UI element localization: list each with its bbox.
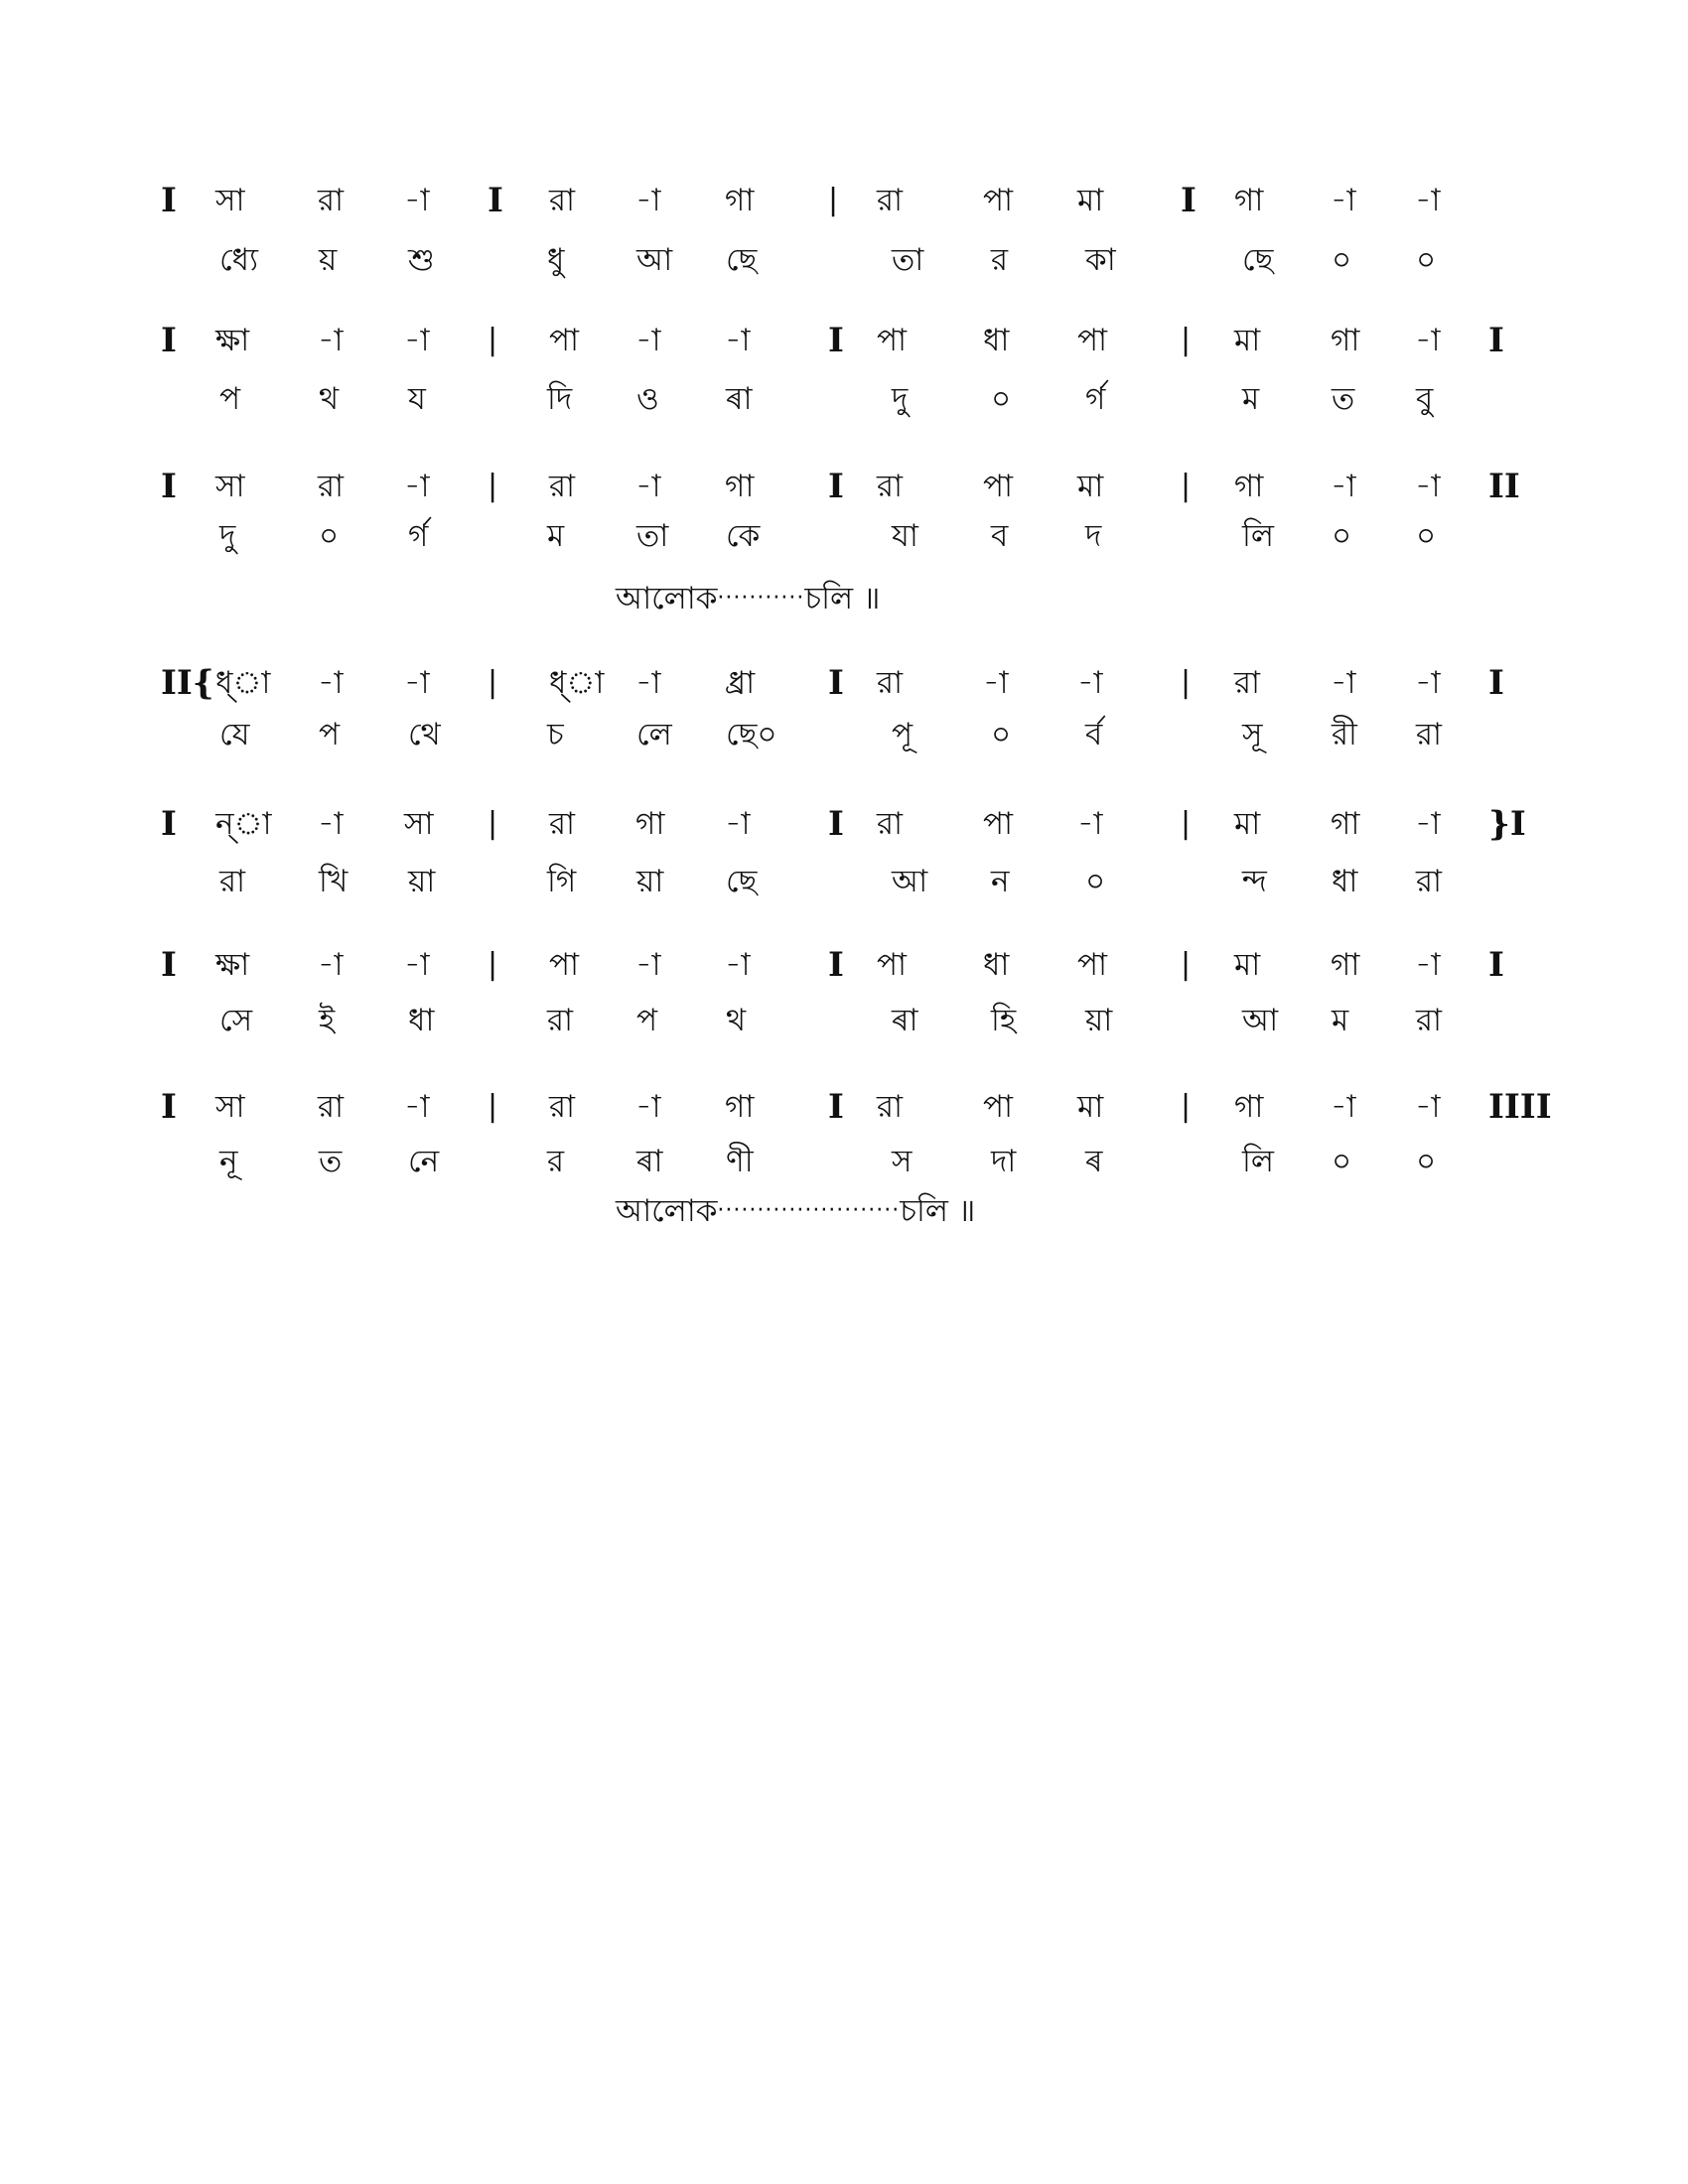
swara-note: ন্া	[215, 806, 272, 842]
lyric-syllable: র	[547, 1144, 565, 1179]
refrain-dots: ·······················	[717, 1198, 901, 1223]
lyric-syllable: গি	[547, 864, 577, 899]
lyric-syllable: ধা	[408, 1003, 435, 1038]
lyric-syllable: দ	[1085, 518, 1102, 554]
lyric-syllable: ছে	[726, 864, 758, 899]
swara-note: পা	[983, 1089, 1014, 1125]
swara-note: রা	[549, 183, 576, 218]
lyric-syllable: লে	[636, 717, 672, 752]
swara-note: গা	[1331, 323, 1360, 358]
lyric-syllable: ধা	[1332, 864, 1358, 899]
lyric-syllable: যে	[219, 717, 250, 752]
swara-note: ধ্া	[549, 665, 605, 701]
bar-line: |	[1181, 1089, 1192, 1124]
lyric-syllable: ম	[1332, 1003, 1349, 1038]
swara-note: -া	[1415, 1089, 1441, 1125]
swara-note: রা	[549, 806, 576, 842]
lyric-syllable: কা	[1085, 242, 1116, 278]
section-bar: I	[1181, 181, 1196, 220]
swara-note: গা	[1234, 183, 1264, 218]
swara-note: পা	[549, 947, 580, 983]
swara-note: মা	[1077, 469, 1104, 504]
lyric-row	[0, 516, 1688, 566]
swara-note: পা	[983, 183, 1014, 218]
swara-note: মা	[1077, 183, 1104, 218]
section-bar: I	[828, 321, 844, 360]
refrain-line	[616, 579, 880, 618]
bar-line: |	[488, 665, 498, 700]
swara-note: রা	[549, 469, 576, 504]
lyric-syllable: তা	[892, 242, 924, 278]
lyric-syllable: আ	[892, 864, 928, 899]
swara-note: -া	[635, 665, 661, 701]
bar-line: |	[1181, 947, 1192, 982]
notation-row	[0, 663, 1688, 713]
swara-note: গা	[725, 183, 755, 218]
swara-note: পা	[877, 947, 908, 983]
swara-note: -া	[1415, 665, 1441, 701]
swara-note: -া	[404, 947, 430, 983]
lyric-syllable: দু	[892, 381, 909, 417]
bar-line: |	[1181, 323, 1192, 357]
bar-line: |	[1181, 806, 1192, 841]
section-bar: I	[161, 1087, 177, 1127]
lyric-syllable: কে	[726, 518, 761, 554]
lyric-syllable: রী	[1332, 717, 1357, 752]
swara-note: রা	[877, 806, 904, 842]
lyric-syllable: লি	[1242, 518, 1274, 554]
lyric-syllable: দা	[991, 1144, 1017, 1179]
swara-note: সা	[215, 469, 245, 504]
lyric-syllable: হি	[991, 1003, 1017, 1038]
lyric-syllable: নে	[408, 1144, 440, 1179]
section-bar: II{	[161, 663, 214, 703]
swara-note: -া	[635, 469, 661, 504]
swara-note: গা	[725, 1089, 755, 1125]
lyric-syllable: ত	[319, 1144, 343, 1179]
section-bar: I	[828, 467, 844, 506]
swara-note: গা	[1331, 806, 1360, 842]
lyric-syllable: ন্দ	[1242, 864, 1267, 899]
swara-note: -া	[1415, 183, 1441, 218]
swara-note: -া	[635, 183, 661, 218]
lyric-syllable: ০	[1416, 242, 1437, 278]
swara-note: পা	[1077, 323, 1108, 358]
section-bar: I	[161, 467, 177, 506]
swara-note: -া	[318, 323, 344, 358]
section-bar: I	[828, 945, 844, 985]
lyric-row	[0, 862, 1688, 911]
lyric-syllable: ০	[319, 518, 340, 554]
section-bar: I	[161, 181, 177, 220]
swara-note: -া	[725, 947, 751, 983]
lyric-syllable: দু	[219, 518, 236, 554]
swara-note: -া	[404, 323, 430, 358]
lyric-syllable: ব	[991, 518, 1009, 554]
lyric-syllable: থ	[726, 1003, 747, 1038]
lyric-syllable: ই	[319, 1003, 336, 1038]
swara-note: -া	[1331, 1089, 1356, 1125]
section-bar: I	[1488, 945, 1504, 985]
section-bar: IIII	[1488, 1087, 1552, 1127]
swara-note: -া	[1331, 665, 1356, 701]
section-bar: I	[828, 1087, 844, 1127]
lyric-syllable: দি	[547, 381, 573, 417]
lyric-syllable: রা	[1416, 864, 1443, 899]
section-bar: I	[1488, 663, 1504, 703]
swara-note: রা	[318, 1089, 345, 1125]
swara-note: ক্ষা	[215, 323, 250, 358]
swara-note: -া	[404, 1089, 430, 1125]
lyric-syllable: পূ	[892, 717, 914, 752]
swara-note: মা	[1234, 806, 1261, 842]
swara-note: সা	[404, 806, 434, 842]
swara-note: মা	[1077, 1089, 1104, 1125]
lyric-row	[0, 379, 1688, 429]
swara-note: রা	[1234, 665, 1261, 701]
lyric-syllable: ৰা	[892, 1003, 918, 1038]
refrain-ending: চলি ॥	[900, 1193, 976, 1229]
lyric-syllable: ৰ	[1085, 1144, 1103, 1179]
lyric-syllable: য়া	[408, 864, 436, 899]
lyric-syllable: নূ	[219, 1144, 238, 1179]
swara-note: পা	[983, 469, 1014, 504]
swara-note: সা	[215, 183, 245, 218]
lyric-row	[0, 715, 1688, 764]
lyric-syllable: যা	[892, 518, 918, 554]
swara-note: -া	[1331, 183, 1356, 218]
lyric-syllable: ছে০	[726, 717, 777, 752]
swara-note: -া	[725, 323, 751, 358]
swara-note: ধ্রা	[725, 665, 756, 701]
lyric-syllable: সূ	[1242, 717, 1263, 752]
lyric-syllable: ত	[1332, 381, 1355, 417]
swara-note: -া	[1331, 469, 1356, 504]
lyric-syllable: চ	[547, 717, 564, 752]
lyric-syllable: প	[636, 1003, 658, 1038]
lyric-syllable: ণী	[726, 1144, 754, 1179]
lyric-syllable: ০	[1332, 242, 1352, 278]
swara-note: -া	[318, 665, 344, 701]
notation-row	[0, 804, 1688, 854]
swara-note: রা	[877, 469, 904, 504]
lyric-syllable: ০	[1416, 1144, 1437, 1179]
lyric-syllable: ম	[547, 518, 565, 554]
lyric-syllable: ম	[1242, 381, 1260, 417]
lyric-syllable: য়া	[636, 864, 664, 899]
refrain-ending: চলি ॥	[804, 581, 881, 616]
lyric-syllable: ৰা	[726, 381, 753, 417]
swara-note: ক্ষা	[215, 947, 250, 983]
lyric-syllable: আ	[636, 242, 673, 278]
section-bar: I	[488, 181, 503, 220]
lyric-row	[0, 1142, 1688, 1191]
section-bar: I	[161, 804, 177, 844]
lyric-syllable: রা	[219, 864, 246, 899]
section-bar: I	[828, 663, 844, 703]
swara-note: মা	[1234, 323, 1261, 358]
lyric-syllable: য়	[319, 242, 338, 278]
lyric-syllable: ৰা	[636, 1144, 663, 1179]
lyric-syllable: লি	[1242, 1144, 1274, 1179]
lyric-syllable: সে	[219, 1003, 253, 1038]
section-bar: II	[1488, 467, 1520, 506]
swara-note: -া	[635, 947, 661, 983]
refrain-word: আলোক	[616, 1193, 718, 1229]
lyric-syllable: ও	[636, 381, 659, 417]
section-bar: I	[161, 945, 177, 985]
lyric-row	[0, 240, 1688, 290]
section-bar: I	[1488, 321, 1504, 360]
swara-note: পা	[549, 323, 580, 358]
section-bar: }I	[1488, 804, 1526, 844]
swara-note: রা	[877, 1089, 904, 1125]
lyric-syllable: প	[319, 717, 341, 752]
lyric-syllable: ০	[1085, 864, 1106, 899]
bar-line: |	[828, 183, 839, 217]
lyric-syllable: থে	[408, 717, 441, 752]
lyric-syllable: স	[892, 1144, 913, 1179]
swara-note: পা	[983, 806, 1014, 842]
swara-note: গা	[1331, 947, 1360, 983]
swara-note: পা	[1077, 947, 1108, 983]
section-bar: I	[161, 321, 177, 360]
swara-note: মা	[1234, 947, 1261, 983]
bar-line: |	[488, 1089, 498, 1124]
lyric-syllable: ছে	[726, 242, 758, 278]
notation-row	[0, 1087, 1688, 1137]
swara-note: -া	[1415, 947, 1441, 983]
swara-note: -া	[404, 183, 430, 218]
swara-note: -া	[318, 806, 344, 842]
swara-note: -া	[1415, 806, 1441, 842]
section-bar: I	[828, 804, 844, 844]
swara-note: গা	[725, 469, 755, 504]
swara-note: -া	[983, 665, 1009, 701]
swara-note: ধা	[983, 323, 1010, 358]
swara-note: ধ্া	[215, 665, 271, 701]
swara-note: -া	[318, 947, 344, 983]
refrain-word: আলোক	[616, 581, 718, 616]
swara-note: গা	[1234, 469, 1264, 504]
swara-note: -া	[1077, 665, 1103, 701]
lyric-syllable: র্গ	[1085, 381, 1106, 417]
lyric-syllable: খি	[319, 864, 349, 899]
lyric-syllable: শু	[408, 242, 435, 278]
swara-note: রা	[318, 469, 345, 504]
lyric-syllable: বু	[1416, 381, 1434, 417]
swara-note: রা	[318, 183, 345, 218]
bar-line: |	[488, 323, 498, 357]
swara-note: গা	[635, 806, 665, 842]
lyric-syllable: রা	[1416, 1003, 1443, 1038]
lyric-syllable: তা	[636, 518, 669, 554]
swara-note: পা	[877, 323, 908, 358]
swara-note: -া	[1415, 323, 1441, 358]
lyric-syllable: ০	[991, 717, 1012, 752]
swara-note: -া	[725, 806, 751, 842]
lyric-syllable: আ	[1242, 1003, 1279, 1038]
swara-note: -া	[635, 1089, 661, 1125]
lyric-row	[0, 1001, 1688, 1050]
lyric-syllable: য়া	[1085, 1003, 1113, 1038]
bar-line: |	[1181, 665, 1192, 700]
bar-line: |	[1181, 469, 1192, 503]
lyric-syllable: ০	[1332, 518, 1352, 554]
bar-line: |	[488, 469, 498, 503]
notation-row	[0, 321, 1688, 370]
bar-line: |	[488, 947, 498, 982]
lyric-syllable: প	[219, 381, 241, 417]
refrain-line	[616, 1191, 975, 1231]
refrain-dots: ···········	[717, 586, 805, 611]
swara-note: -া	[1077, 806, 1103, 842]
swara-note: -া	[404, 469, 430, 504]
lyric-syllable: ন	[991, 864, 1010, 899]
lyric-syllable: ০	[1416, 518, 1437, 554]
lyric-syllable: রা	[1416, 717, 1443, 752]
swara-note: -া	[1415, 469, 1441, 504]
swara-note: ধা	[983, 947, 1010, 983]
notation-row	[0, 181, 1688, 230]
notation-row	[0, 467, 1688, 516]
swara-note: -া	[404, 665, 430, 701]
lyric-syllable: ছে	[1242, 242, 1274, 278]
swara-note: রা	[549, 1089, 576, 1125]
lyric-syllable: য	[408, 381, 426, 417]
swara-note: গা	[1234, 1089, 1264, 1125]
swara-note: রা	[877, 183, 904, 218]
lyric-syllable: ০	[1332, 1144, 1352, 1179]
swara-note: সা	[215, 1089, 245, 1125]
lyric-syllable: রা	[547, 1003, 574, 1038]
swara-note: রা	[877, 665, 904, 701]
bar-line: |	[488, 806, 498, 841]
lyric-syllable: থ	[319, 381, 340, 417]
lyric-syllable: ০	[991, 381, 1012, 417]
lyric-syllable: র্গ	[408, 518, 429, 554]
lyric-syllable: র্ব	[1085, 717, 1103, 752]
lyric-syllable: ধু	[547, 242, 565, 278]
notation-row	[0, 945, 1688, 995]
lyric-syllable: র	[991, 242, 1009, 278]
swara-note: -া	[635, 323, 661, 358]
lyric-syllable: ধ্যে	[219, 242, 258, 278]
